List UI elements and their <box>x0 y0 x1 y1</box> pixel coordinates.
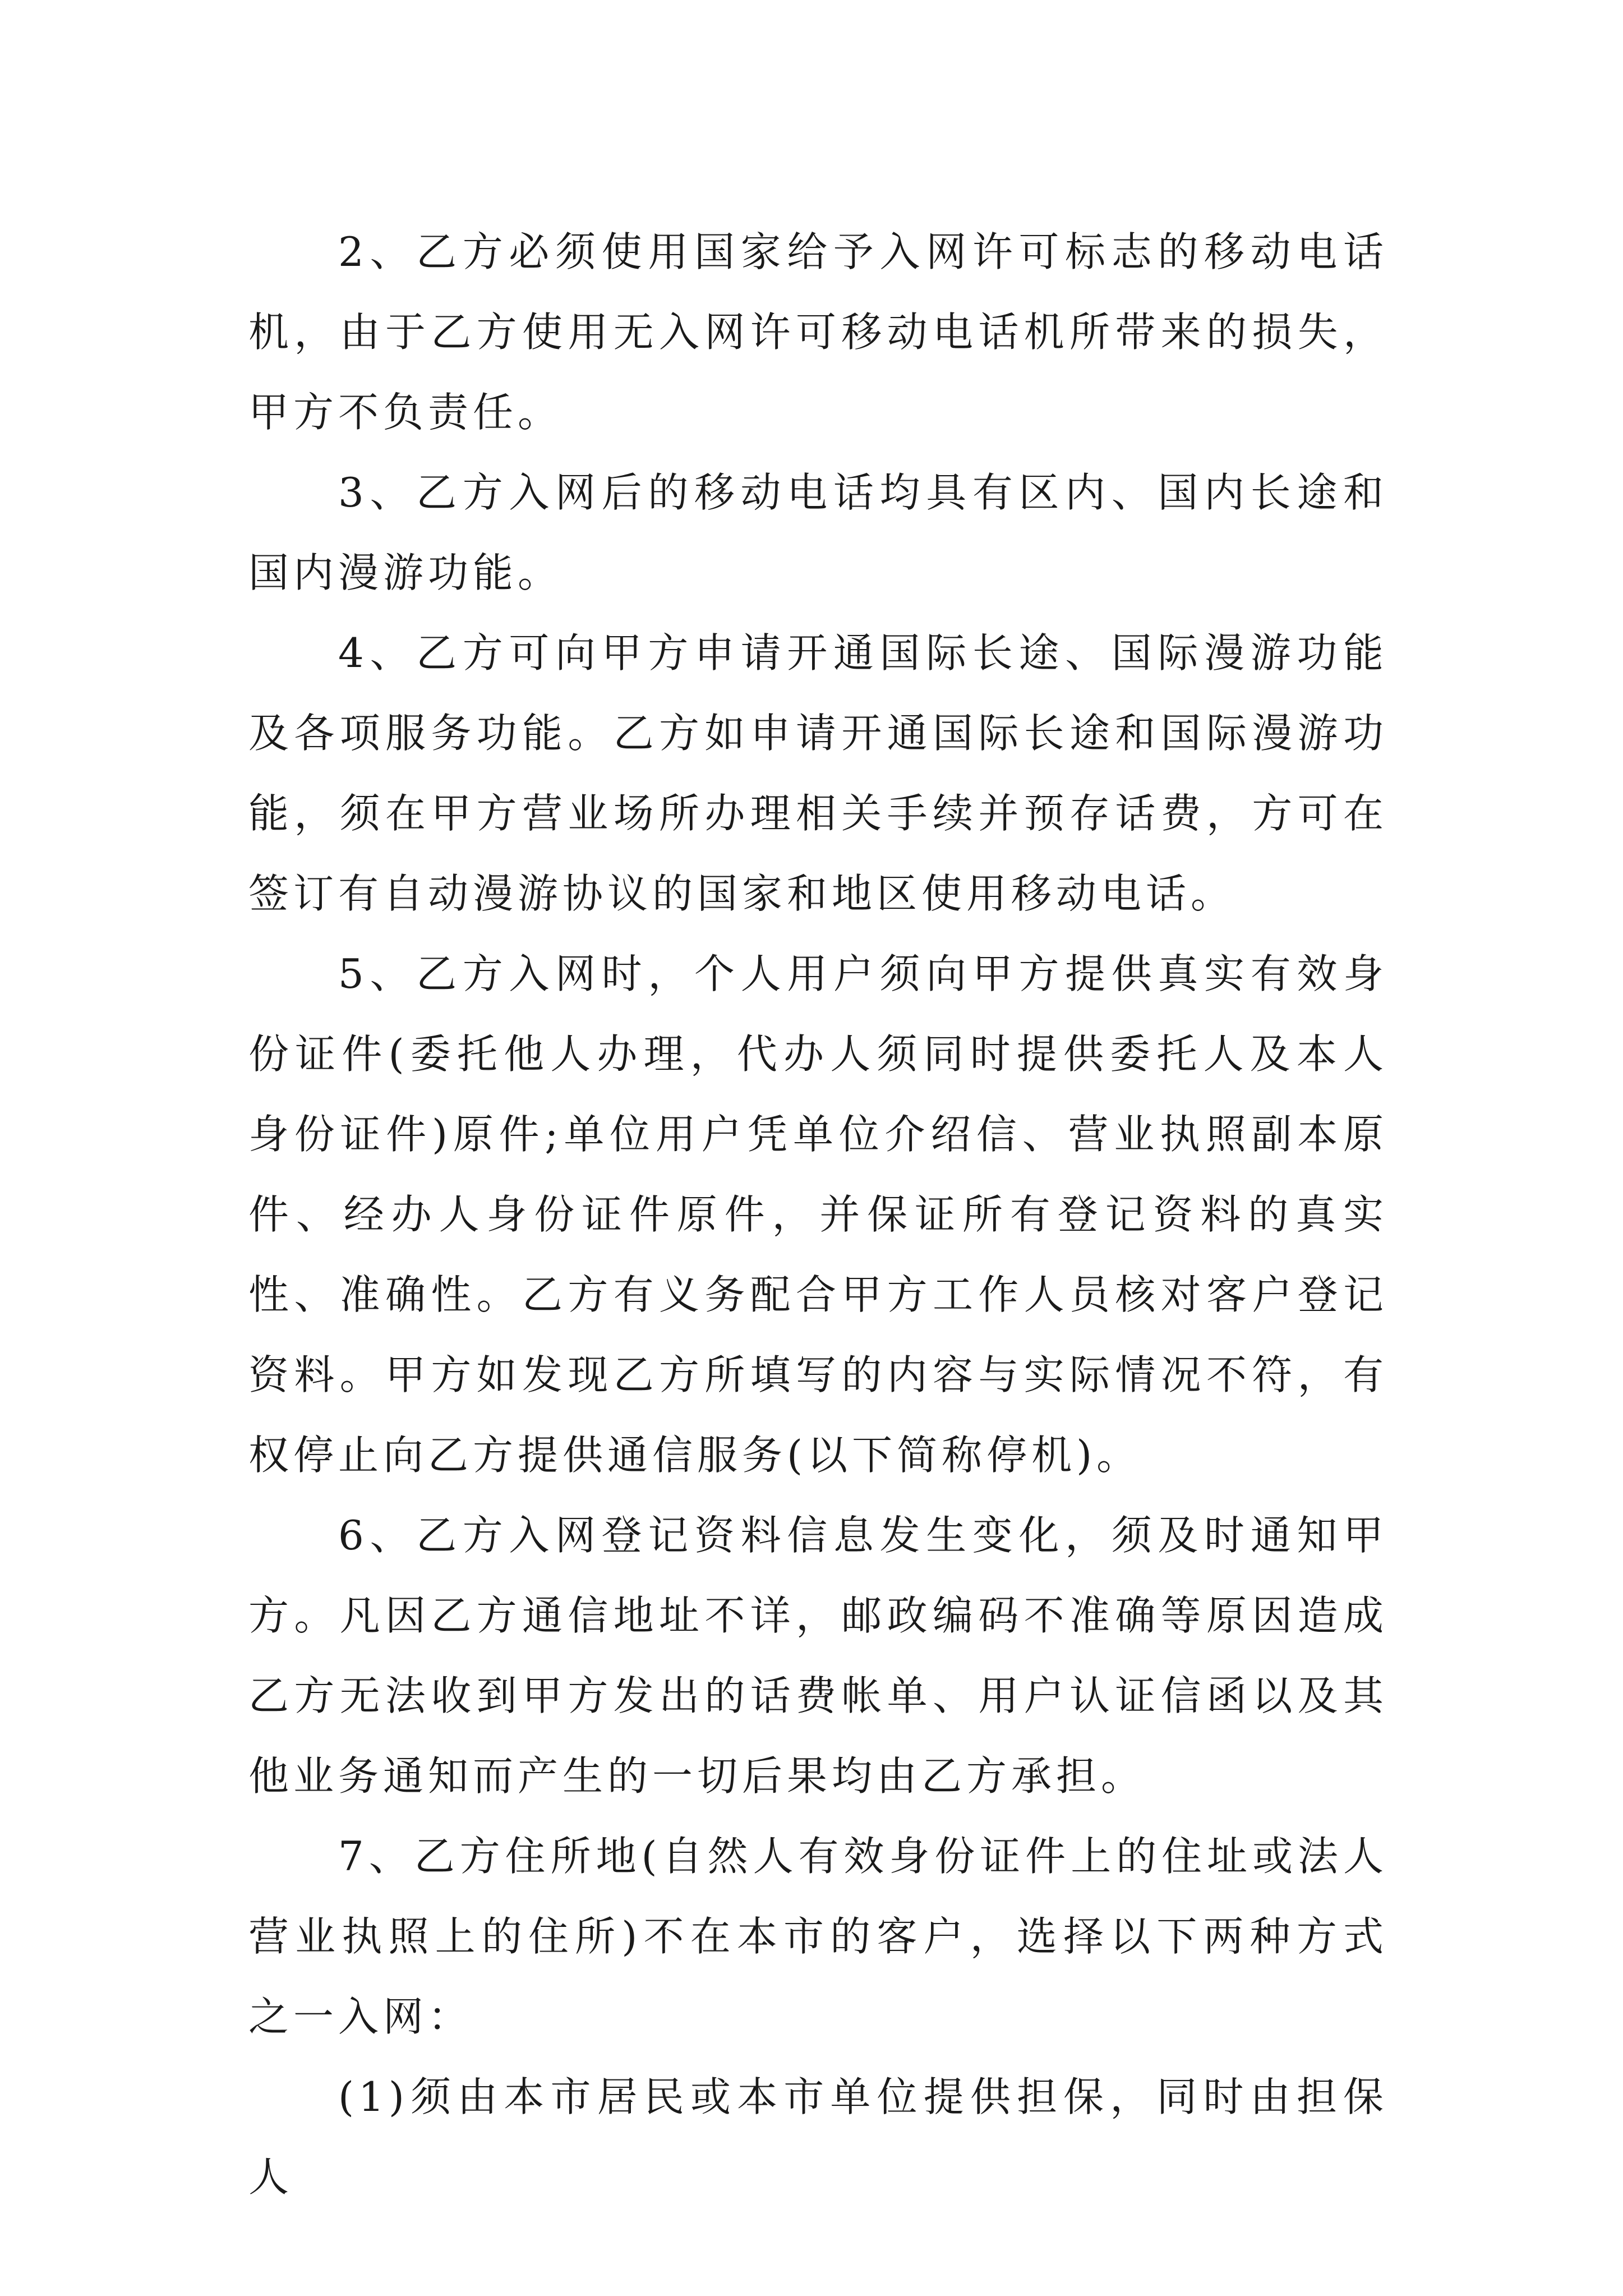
clause-4: 4、乙方可向甲方申请开通国际长途、国际漫游功能及各项服务功能。乙方如申请开通国际长途和国际漫游功能，须在甲方营业场所办理相关手续并预存话费，方可在签订有自动漫游协议的国家和地区使用移动电话。 <box>248 629 1388 917</box>
clause-7-item-1: (1)须由本市居民或本市单位提供担保，同时由担保人 <box>248 2073 1388 2201</box>
clause-2: 2、乙方必须使用国家给予入网许可标志的移动电话机，由于乙方使用无入网许可移动电话机所带来的损失，甲方不负责任。 <box>248 228 1388 436</box>
document-body <box>248 212 1388 2217</box>
clause-3: 3、乙方入网后的移动电话均具有区内、国内长途和国内漫游功能。 <box>248 469 1388 596</box>
clause-5: 5、乙方入网时，个人用户须向甲方提供真实有效身份证件(委托他人办理，代办人须同时提供委托人及本人身份证件)原件;单位用户凭单位介绍信、营业执照副本原件、经办人身份证件原件，并保证所有登记资料的真实性、准确性。乙方有义务配合甲方工作人员核对客户登记资料。甲方如发现乙方所填写的内容与实际情况不符，有权停止向乙方提供通信服务(以下简称停机)。 <box>248 950 1388 1479</box>
clause-6: 6、乙方入网登记资料信息发生变化，须及时通知甲方。凡因乙方通信地址不详，邮政编码不准确等原因造成乙方无法收到甲方发出的话费帐单、用户认证信函以及其他业务通知而产生的一切后果均由乙方承担。 <box>248 1512 1388 1800</box>
clause-7: 7、乙方住所地(自然人有效身份证件上的住址或法人营业执照上的住所)不在本市的客户，选择以下两种方式之一入网： <box>248 1833 1388 2040</box>
